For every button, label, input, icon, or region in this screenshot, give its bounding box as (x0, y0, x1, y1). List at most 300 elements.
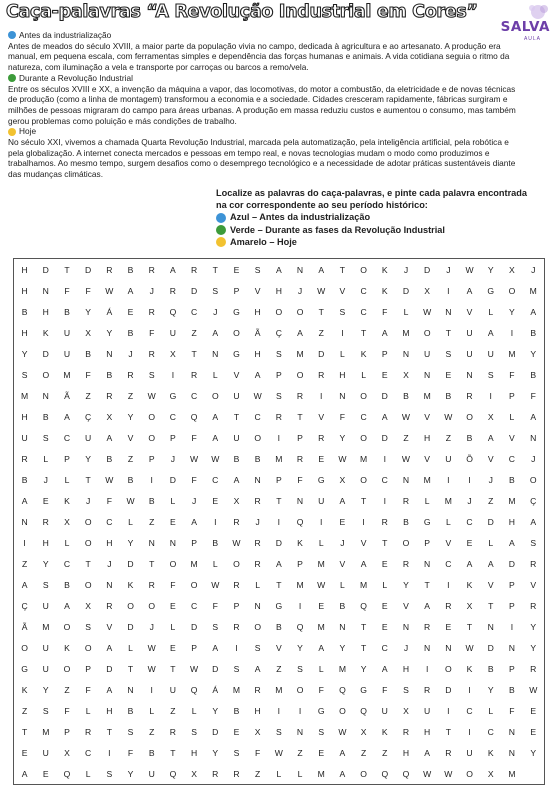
grid-letter[interactable]: E (170, 642, 176, 653)
grid-letter[interactable]: B (127, 474, 134, 485)
grid-letter[interactable]: N (21, 516, 28, 527)
grid-letter[interactable]: U (85, 432, 92, 443)
grid-letter[interactable]: O (466, 768, 473, 779)
grid-letter[interactable]: X (424, 285, 431, 296)
grid-letter[interactable]: T (424, 579, 430, 590)
grid-letter[interactable]: L (424, 495, 430, 506)
grid-letter[interactable]: T (297, 411, 303, 422)
grid-letter[interactable]: B (275, 621, 282, 632)
grid-letter[interactable]: M (296, 579, 304, 590)
grid-letter[interactable]: F (339, 411, 346, 422)
grid-letter[interactable]: T (445, 327, 451, 338)
grid-letter[interactable]: G (21, 663, 28, 674)
grid-letter[interactable]: D (487, 516, 494, 527)
grid-letter[interactable]: Q (63, 768, 71, 779)
grid-letter[interactable]: R (148, 579, 155, 590)
grid-letter[interactable]: Y (21, 348, 28, 359)
grid-letter[interactable]: Q (296, 516, 304, 527)
grid-letter[interactable]: R (233, 621, 240, 632)
grid-letter[interactable]: T (382, 537, 388, 548)
grid-letter[interactable]: U (233, 432, 240, 443)
grid-letter[interactable]: H (42, 537, 49, 548)
grid-letter[interactable]: L (85, 768, 91, 779)
grid-letter[interactable]: A (254, 663, 261, 674)
grid-letter[interactable]: O (21, 642, 28, 653)
grid-letter[interactable]: G (317, 474, 325, 485)
grid-letter[interactable]: K (21, 684, 28, 695)
grid-letter[interactable]: E (466, 537, 473, 548)
grid-letter[interactable]: T (85, 474, 91, 485)
grid-letter[interactable]: P (170, 432, 176, 443)
grid-letter[interactable]: N (402, 348, 410, 359)
grid-letter[interactable]: E (21, 747, 28, 758)
grid-letter[interactable]: S (275, 726, 282, 737)
grid-letter[interactable]: S (445, 348, 452, 359)
grid-letter[interactable]: A (530, 516, 537, 527)
grid-letter[interactable]: F (106, 495, 112, 506)
grid-letter[interactable]: L (318, 663, 324, 674)
grid-letter[interactable]: W (147, 663, 156, 674)
grid-letter[interactable]: I (341, 327, 344, 338)
grid-letter[interactable]: V (275, 642, 282, 653)
grid-letter[interactable]: H (254, 705, 261, 716)
grid-letter[interactable]: E (170, 516, 176, 527)
grid-letter[interactable]: Z (191, 327, 197, 338)
grid-letter[interactable]: Ç (530, 495, 537, 506)
grid-letter[interactable]: L (128, 516, 133, 527)
grid-letter[interactable]: T (360, 327, 367, 338)
grid-letter[interactable]: K (466, 663, 473, 674)
grid-letter[interactable]: I (383, 495, 386, 506)
grid-letter[interactable]: P (64, 453, 70, 464)
grid-letter[interactable]: D (42, 348, 49, 359)
grid-letter[interactable]: Á (212, 684, 219, 695)
grid-letter[interactable]: S (127, 726, 134, 737)
grid-letter[interactable]: T (212, 264, 218, 275)
grid-letter[interactable]: U (233, 390, 240, 401)
grid-letter[interactable]: K (127, 579, 134, 590)
grid-letter[interactable]: N (508, 747, 516, 758)
grid-letter[interactable]: H (21, 285, 28, 296)
grid-letter[interactable]: I (447, 705, 450, 716)
grid-letter[interactable]: N (42, 285, 49, 296)
grid-letter[interactable]: Q (190, 411, 198, 422)
grid-letter[interactable]: C (360, 411, 367, 422)
grid-letter[interactable]: A (106, 432, 113, 443)
grid-letter[interactable]: D (381, 432, 388, 443)
grid-letter[interactable]: S (275, 348, 282, 359)
grid-letter[interactable]: K (381, 264, 388, 275)
grid-letter[interactable]: Y (42, 684, 49, 695)
grid-letter[interactable]: E (530, 705, 537, 716)
grid-letter[interactable]: O (423, 327, 431, 338)
grid-letter[interactable]: O (445, 663, 452, 674)
grid-letter[interactable]: M (63, 369, 71, 380)
grid-letter[interactable]: F (85, 369, 91, 380)
grid-letter[interactable]: Y (509, 306, 515, 317)
grid-letter[interactable]: B (21, 306, 28, 317)
grid-letter[interactable]: O (190, 579, 198, 590)
grid-letter[interactable]: N (424, 558, 431, 569)
grid-letter[interactable]: O (508, 285, 516, 296)
grid-letter[interactable]: C (169, 411, 177, 422)
grid-letter[interactable]: F (149, 327, 155, 338)
grid-letter[interactable]: G (360, 684, 367, 695)
grid-letter[interactable]: I (489, 390, 492, 401)
grid-letter[interactable]: B (127, 705, 134, 716)
grid-letter[interactable]: R (233, 768, 240, 779)
grid-letter[interactable]: K (466, 579, 473, 590)
grid-letter[interactable]: Y (85, 453, 92, 464)
grid-letter[interactable]: A (339, 768, 346, 779)
grid-letter[interactable]: D (190, 621, 198, 632)
grid-letter[interactable]: Y (85, 306, 92, 317)
grid-letter[interactable]: X (487, 768, 494, 779)
grid-letter[interactable]: E (381, 621, 388, 632)
grid-letter[interactable]: A (212, 327, 219, 338)
grid-letter[interactable]: C (63, 432, 71, 443)
grid-letter[interactable]: G (487, 285, 495, 296)
grid-letter[interactable]: A (275, 558, 282, 569)
grid-letter[interactable]: Q (296, 621, 304, 632)
grid-letter[interactable]: O (360, 768, 367, 779)
grid-letter[interactable]: K (64, 495, 70, 506)
grid-letter[interactable]: Y (106, 327, 113, 338)
grid-letter[interactable]: V (339, 558, 346, 569)
grid-letter[interactable]: G (423, 516, 431, 527)
grid-letter[interactable]: I (108, 747, 111, 758)
grid-letter[interactable]: T (106, 726, 112, 737)
grid-letter[interactable]: J (213, 306, 218, 317)
grid-letter[interactable]: B (127, 327, 134, 338)
grid-letter[interactable]: K (487, 747, 494, 758)
grid-letter[interactable]: B (445, 390, 452, 401)
grid-letter[interactable]: K (297, 537, 303, 548)
grid-letter[interactable]: A (487, 327, 494, 338)
grid-letter[interactable]: O (360, 474, 367, 485)
grid-letter[interactable]: T (127, 663, 134, 674)
grid-letter[interactable]: A (381, 663, 388, 674)
grid-letter[interactable]: U (63, 348, 71, 359)
grid-letter[interactable]: O (275, 306, 283, 317)
grid-letter[interactable]: M (296, 348, 304, 359)
grid-letter[interactable]: U (381, 705, 388, 716)
grid-letter[interactable]: A (297, 327, 303, 338)
grid-letter[interactable]: S (318, 726, 325, 737)
grid-letter[interactable]: X (170, 348, 176, 359)
grid-letter[interactable]: U (21, 432, 28, 443)
grid-letter[interactable]: F (318, 684, 324, 695)
grid-letter[interactable]: B (339, 600, 346, 611)
grid-letter[interactable]: S (148, 369, 155, 380)
grid-letter[interactable]: Z (360, 747, 367, 758)
grid-letter[interactable]: N (445, 642, 452, 653)
grid-letter[interactable]: Õ (466, 453, 473, 464)
grid-letter[interactable]: N (254, 474, 261, 485)
grid-letter[interactable]: Y (360, 663, 367, 674)
grid-letter[interactable]: P (424, 537, 431, 548)
grid-letter[interactable]: A (64, 600, 70, 611)
grid-letter[interactable]: O (84, 642, 92, 653)
grid-letter[interactable]: B (148, 747, 155, 758)
grid-letter[interactable]: P (85, 663, 92, 674)
grid-letter[interactable]: T (170, 663, 176, 674)
grid-letter[interactable]: X (403, 369, 409, 380)
grid-letter[interactable]: L (64, 474, 70, 485)
grid-letter[interactable]: O (211, 390, 219, 401)
grid-letter[interactable]: V (445, 537, 452, 548)
grid-letter[interactable]: R (254, 537, 261, 548)
grid-letter[interactable]: X (509, 264, 515, 275)
grid-letter[interactable]: Y (403, 579, 409, 590)
grid-letter[interactable]: N (148, 537, 155, 548)
grid-letter[interactable]: A (381, 327, 388, 338)
grid-letter[interactable]: N (424, 369, 431, 380)
grid-letter[interactable]: I (468, 684, 471, 695)
grid-letter[interactable]: Y (487, 684, 494, 695)
grid-letter[interactable]: W (465, 642, 474, 653)
grid-letter[interactable]: A (466, 558, 473, 569)
grid-letter[interactable]: W (190, 453, 199, 464)
grid-letter[interactable]: C (445, 558, 452, 569)
grid-letter[interactable]: R (233, 579, 240, 590)
grid-letter[interactable]: A (191, 516, 197, 527)
grid-letter[interactable]: L (255, 579, 261, 590)
grid-letter[interactable]: T (85, 558, 91, 569)
grid-letter[interactable]: G (317, 705, 325, 716)
grid-letter[interactable]: B (127, 264, 134, 275)
grid-letter[interactable]: Z (255, 768, 261, 779)
grid-letter[interactable]: N (466, 369, 473, 380)
grid-letter[interactable]: F (127, 747, 134, 758)
grid-letter[interactable]: B (509, 684, 515, 695)
grid-letter[interactable]: R (530, 600, 537, 611)
grid-letter[interactable]: S (42, 705, 49, 716)
grid-letter[interactable]: Y (530, 642, 537, 653)
grid-letter[interactable]: M (423, 474, 431, 485)
grid-letter[interactable]: Z (85, 390, 91, 401)
grid-letter[interactable]: L (212, 369, 218, 380)
grid-letter[interactable]: V (233, 369, 240, 380)
grid-letter[interactable]: F (64, 285, 70, 296)
grid-letter[interactable]: Z (488, 495, 494, 506)
grid-letter[interactable]: T (233, 411, 240, 422)
grid-letter[interactable]: C (190, 390, 198, 401)
grid-letter[interactable]: O (84, 537, 92, 548)
grid-letter[interactable]: U (148, 768, 155, 779)
grid-letter[interactable]: S (275, 390, 282, 401)
grid-letter[interactable]: R (402, 558, 410, 569)
grid-letter[interactable]: B (106, 453, 113, 464)
grid-letter[interactable]: E (127, 306, 134, 317)
grid-letter[interactable]: O (254, 432, 261, 443)
grid-letter[interactable]: O (127, 600, 134, 611)
grid-letter[interactable]: P (148, 453, 155, 464)
grid-letter[interactable]: L (488, 537, 494, 548)
grid-letter[interactable]: N (339, 621, 346, 632)
grid-letter[interactable]: S (254, 264, 261, 275)
grid-letter[interactable]: J (86, 495, 91, 506)
grid-letter[interactable]: O (254, 621, 261, 632)
grid-letter[interactable]: J (340, 537, 345, 548)
grid-letter[interactable]: I (320, 516, 323, 527)
grid-letter[interactable]: C (381, 642, 388, 653)
grid-letter[interactable]: F (255, 747, 261, 758)
grid-letter[interactable]: P (297, 558, 303, 569)
grid-letter[interactable]: I (510, 327, 514, 338)
grid-letter[interactable]: W (338, 453, 347, 464)
grid-letter[interactable]: D (85, 264, 92, 275)
grid-letter[interactable]: T (360, 495, 367, 506)
grid-letter[interactable]: K (360, 348, 367, 359)
grid-letter[interactable]: B (530, 327, 537, 338)
grid-letter[interactable]: O (84, 516, 92, 527)
grid-letter[interactable]: O (466, 411, 473, 422)
grid-letter[interactable]: D (212, 726, 219, 737)
grid-letter[interactable]: Z (445, 432, 451, 443)
grid-letter[interactable]: R (275, 411, 282, 422)
grid-letter[interactable]: U (63, 327, 71, 338)
grid-letter[interactable]: R (106, 264, 113, 275)
grid-letter[interactable]: O (233, 327, 240, 338)
grid-letter[interactable]: I (150, 474, 153, 485)
grid-letter[interactable]: S (212, 285, 219, 296)
grid-letter[interactable]: D (445, 684, 452, 695)
grid-letter[interactable]: A (212, 432, 219, 443)
grid-letter[interactable]: C (466, 516, 473, 527)
grid-letter[interactable]: Z (127, 453, 134, 464)
grid-letter[interactable]: Z (297, 747, 303, 758)
grid-letter[interactable]: R (466, 390, 473, 401)
grid-letter[interactable]: L (340, 579, 345, 590)
grid-letter[interactable]: O (42, 369, 50, 380)
grid-letter[interactable]: N (530, 432, 537, 443)
grid-letter[interactable]: E (381, 558, 388, 569)
grid-letter[interactable]: I (298, 705, 302, 716)
grid-letter[interactable]: H (275, 285, 282, 296)
grid-letter[interactable]: O (296, 306, 304, 317)
grid-letter[interactable]: D (127, 621, 134, 632)
grid-letter[interactable]: W (105, 285, 114, 296)
grid-letter[interactable]: R (190, 369, 198, 380)
grid-letter[interactable]: D (275, 537, 282, 548)
grid-letter[interactable]: Y (297, 642, 303, 653)
grid-letter[interactable]: A (21, 768, 28, 779)
grid-letter[interactable]: T (276, 579, 282, 590)
grid-letter[interactable]: V (487, 579, 494, 590)
grid-letter[interactable]: U (487, 348, 494, 359)
grid-letter[interactable]: W (211, 579, 220, 590)
grid-letter[interactable]: H (402, 663, 410, 674)
grid-letter[interactable]: P (297, 432, 303, 443)
grid-letter[interactable]: V (339, 285, 346, 296)
grid-letter[interactable]: A (21, 495, 28, 506)
grid-letter[interactable]: N (296, 264, 304, 275)
grid-letter[interactable]: O (339, 705, 346, 716)
grid-letter[interactable]: O (233, 558, 240, 569)
grid-letter[interactable]: H (190, 747, 198, 758)
grid-letter[interactable]: W (317, 285, 326, 296)
grid-letter[interactable]: O (529, 474, 537, 485)
grid-letter[interactable]: A (212, 642, 219, 653)
grid-letter[interactable]: R (402, 495, 410, 506)
grid-letter[interactable]: P (64, 726, 70, 737)
grid-letter[interactable]: Ã (254, 327, 261, 338)
grid-letter[interactable]: N (106, 579, 113, 590)
grid-letter[interactable]: M (423, 390, 431, 401)
grid-letter[interactable]: C (190, 600, 198, 611)
grid-letter[interactable]: L (276, 768, 282, 779)
grid-letter[interactable]: F (509, 369, 515, 380)
grid-letter[interactable]: E (212, 495, 219, 506)
grid-letter[interactable]: E (339, 516, 346, 527)
grid-letter[interactable]: L (488, 705, 494, 716)
grid-letter[interactable]: A (21, 579, 28, 590)
grid-letter[interactable]: F (530, 390, 536, 401)
grid-letter[interactable]: N (42, 390, 49, 401)
grid-letter[interactable]: Y (487, 264, 494, 275)
grid-letter[interactable]: E (42, 768, 49, 779)
grid-letter[interactable]: Z (127, 390, 134, 401)
grid-letter[interactable]: X (466, 600, 473, 611)
grid-letter[interactable]: U (424, 705, 431, 716)
grid-letter[interactable]: A (318, 642, 325, 653)
grid-letter[interactable]: R (530, 663, 537, 674)
grid-letter[interactable]: S (339, 306, 346, 317)
grid-letter[interactable]: O (148, 411, 156, 422)
grid-letter[interactable]: Q (169, 306, 177, 317)
grid-letter[interactable]: A (339, 747, 346, 758)
grid-letter[interactable]: F (382, 306, 388, 317)
grid-letter[interactable]: A (254, 369, 261, 380)
grid-letter[interactable]: R (318, 369, 325, 380)
grid-letter[interactable]: S (233, 747, 240, 758)
grid-letter[interactable]: P (509, 663, 515, 674)
grid-letter[interactable]: S (106, 768, 113, 779)
grid-letter[interactable]: O (63, 621, 71, 632)
grid-letter[interactable]: J (170, 453, 176, 464)
grid-letter[interactable]: N (254, 600, 261, 611)
grid-letter[interactable]: E (233, 264, 240, 275)
grid-letter[interactable]: D (508, 558, 516, 569)
grid-letter[interactable]: W (529, 684, 538, 695)
grid-letter[interactable]: P (233, 285, 240, 296)
grid-letter[interactable]: X (487, 411, 494, 422)
grid-letter[interactable]: J (531, 453, 536, 464)
grid-letter[interactable]: L (85, 705, 91, 716)
grid-letter[interactable]: P (509, 390, 515, 401)
grid-letter[interactable]: O (296, 369, 304, 380)
grid-letter[interactable]: Y (212, 747, 219, 758)
grid-letter[interactable]: F (297, 474, 303, 485)
grid-letter[interactable]: J (149, 621, 154, 632)
grid-letter[interactable]: D (212, 663, 219, 674)
grid-letter[interactable]: Q (360, 600, 367, 611)
grid-letter[interactable]: B (233, 453, 240, 464)
grid-letter[interactable]: Q (169, 768, 177, 779)
grid-letter[interactable]: X (64, 747, 70, 758)
grid-letter[interactable]: N (106, 348, 113, 359)
grid-letter[interactable]: T (21, 726, 28, 737)
grid-letter[interactable]: C (381, 474, 388, 485)
grid-letter[interactable]: L (64, 537, 70, 548)
grid-letter[interactable]: T (360, 642, 367, 653)
grid-letter[interactable]: E (318, 600, 325, 611)
grid-letter[interactable]: O (169, 558, 177, 569)
grid-letter[interactable]: Z (21, 558, 28, 569)
grid-letter[interactable]: Q (339, 684, 346, 695)
grid-letter[interactable]: F (382, 684, 388, 695)
